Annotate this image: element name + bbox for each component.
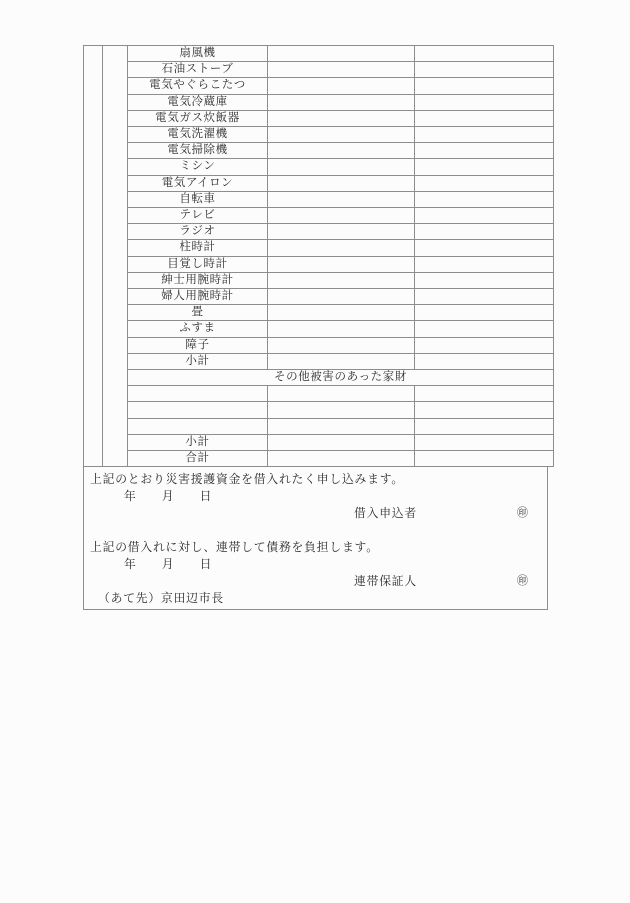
item-label: 自転車 — [128, 191, 268, 207]
item-value-1[interactable] — [268, 305, 415, 321]
table-row-total — [84, 451, 554, 467]
table-row — [84, 159, 554, 175]
other-item-value-2[interactable] — [415, 386, 554, 402]
item-value-2[interactable] — [415, 256, 554, 272]
table-row — [84, 272, 554, 288]
table-row — [84, 240, 554, 256]
item-value-1[interactable] — [268, 240, 415, 256]
item-value-1[interactable] — [268, 62, 415, 78]
item-value-2[interactable] — [415, 224, 554, 240]
item-value-1[interactable] — [268, 337, 415, 353]
item-value-2[interactable] — [415, 272, 554, 288]
other-item-label[interactable] — [128, 418, 268, 434]
item-value-1[interactable] — [268, 175, 415, 191]
item-label: 畳 — [128, 305, 268, 321]
item-value-2[interactable] — [415, 175, 554, 191]
item-value-2[interactable] — [415, 94, 554, 110]
item-value-1[interactable] — [268, 143, 415, 159]
item-value-2[interactable] — [415, 62, 554, 78]
table-row — [84, 94, 554, 110]
table-row — [84, 337, 554, 353]
item-label: 石油ストーブ — [128, 62, 268, 78]
item-label: 柱時計 — [128, 240, 268, 256]
table-row-section-header — [84, 370, 554, 386]
table-row — [84, 78, 554, 94]
applicant-label: 借入申込者 — [354, 506, 417, 521]
table-row — [84, 418, 554, 434]
application-year-label: 年 — [124, 489, 136, 504]
application-sentence: 上記のとおり災害援護資金を借入れたく申し込みます。 — [90, 472, 404, 487]
guarantor-month-label: 月 — [161, 557, 174, 572]
guarantor-sentence: 上記の借入れに対し、連帯して債務を負担します。 — [90, 540, 379, 555]
item-value-1[interactable] — [268, 353, 415, 369]
item-value-2[interactable] — [415, 240, 554, 256]
item-value-2[interactable] — [415, 353, 554, 369]
other-item-value-2[interactable] — [415, 402, 554, 418]
item-label: 婦人用腕時計 — [128, 289, 268, 305]
table-row — [84, 46, 554, 62]
item-label: 紳士用腕時計 — [128, 272, 268, 288]
item-value-1[interactable] — [268, 272, 415, 288]
item-value-1[interactable] — [268, 94, 415, 110]
item-value-1[interactable] — [268, 208, 415, 224]
total-label: 合計 — [128, 451, 268, 467]
applicant-seal-icon[interactable]: ㊞ — [517, 507, 528, 520]
other-item-value-1[interactable] — [268, 402, 415, 418]
other-item-value-1[interactable] — [268, 386, 415, 402]
item-label: 電気冷蔵庫 — [128, 94, 268, 110]
item-label: 電気アイロン — [128, 175, 268, 191]
item-value-1[interactable] — [268, 289, 415, 305]
item-label: 電気ガス炊飯器 — [128, 110, 268, 126]
addressee-line: （あて先）京田辺市長 — [98, 591, 224, 606]
application-date-line[interactable] — [124, 489, 211, 503]
guarantor-day-label: 日 — [199, 557, 212, 572]
item-label: 電気やぐらこたつ — [128, 78, 268, 94]
item-value-2[interactable] — [415, 289, 554, 305]
item-value-2[interactable] — [415, 208, 554, 224]
item-label: ミシン — [128, 159, 268, 175]
other-item-label[interactable] — [128, 402, 268, 418]
item-value-2[interactable] — [415, 78, 554, 94]
item-value-2[interactable] — [415, 321, 554, 337]
item-value-2[interactable] — [415, 305, 554, 321]
subtotal-value-2[interactable] — [415, 434, 554, 450]
guarantor-date-line[interactable] — [124, 557, 211, 571]
other-item-value-2[interactable] — [415, 418, 554, 434]
table-row — [84, 208, 554, 224]
guarantor-label: 連帯保証人 — [354, 574, 417, 589]
item-value-2[interactable] — [415, 337, 554, 353]
table-row — [84, 143, 554, 159]
subtotal-label: 小計 — [128, 434, 268, 450]
table-row — [84, 127, 554, 143]
item-label: 扇風機 — [128, 46, 268, 62]
table-body — [84, 46, 554, 467]
spacer-column-a — [84, 46, 103, 467]
item-value-2[interactable] — [415, 110, 554, 126]
table-row — [84, 256, 554, 272]
item-value-1[interactable] — [268, 110, 415, 126]
other-item-value-1[interactable] — [268, 418, 415, 434]
item-value-1[interactable] — [268, 191, 415, 207]
guarantor-year-label: 年 — [124, 557, 136, 572]
household-goods-table — [83, 45, 554, 467]
item-value-1[interactable] — [268, 78, 415, 94]
table-row — [84, 289, 554, 305]
table-row-subtotal — [84, 353, 554, 369]
total-value-1[interactable] — [268, 451, 415, 467]
total-value-2[interactable] — [415, 451, 554, 467]
item-value-1[interactable] — [268, 256, 415, 272]
application-month-label: 月 — [161, 489, 174, 504]
item-label: ふすま — [128, 321, 268, 337]
item-value-2[interactable] — [415, 46, 554, 62]
subtotal-value-1[interactable] — [268, 434, 415, 450]
other-item-label[interactable] — [128, 386, 268, 402]
item-value-1[interactable] — [268, 321, 415, 337]
household-goods-form — [83, 45, 548, 610]
item-label: テレビ — [128, 208, 268, 224]
item-label: ラジオ — [128, 224, 268, 240]
table-row-subtotal — [84, 434, 554, 450]
table-row — [84, 110, 554, 126]
guarantor-seal-icon[interactable]: ㊞ — [517, 575, 528, 588]
item-label: 小計 — [128, 353, 268, 369]
item-value-2[interactable] — [415, 191, 554, 207]
item-value-1[interactable] — [268, 46, 415, 62]
item-label: 目覚し時計 — [128, 256, 268, 272]
table-row — [84, 386, 554, 402]
spacer-column-b — [103, 46, 128, 467]
table-row — [84, 175, 554, 191]
other-damaged-goods-header: その他被害のあった家財 — [128, 370, 554, 386]
item-value-2[interactable] — [415, 159, 554, 175]
item-value-2[interactable] — [415, 143, 554, 159]
table-row — [84, 62, 554, 78]
item-label: 電気洗濯機 — [128, 127, 268, 143]
application-day-label: 日 — [199, 489, 212, 504]
table-row — [84, 402, 554, 418]
table-row — [84, 321, 554, 337]
item-value-1[interactable] — [268, 224, 415, 240]
table-row — [84, 305, 554, 321]
item-label: 障子 — [128, 337, 268, 353]
item-value-1[interactable] — [268, 159, 415, 175]
table-row — [84, 224, 554, 240]
declaration-box — [83, 467, 548, 610]
item-label: 電気掃除機 — [128, 143, 268, 159]
table-row — [84, 191, 554, 207]
item-value-2[interactable] — [415, 127, 554, 143]
item-value-1[interactable] — [268, 127, 415, 143]
